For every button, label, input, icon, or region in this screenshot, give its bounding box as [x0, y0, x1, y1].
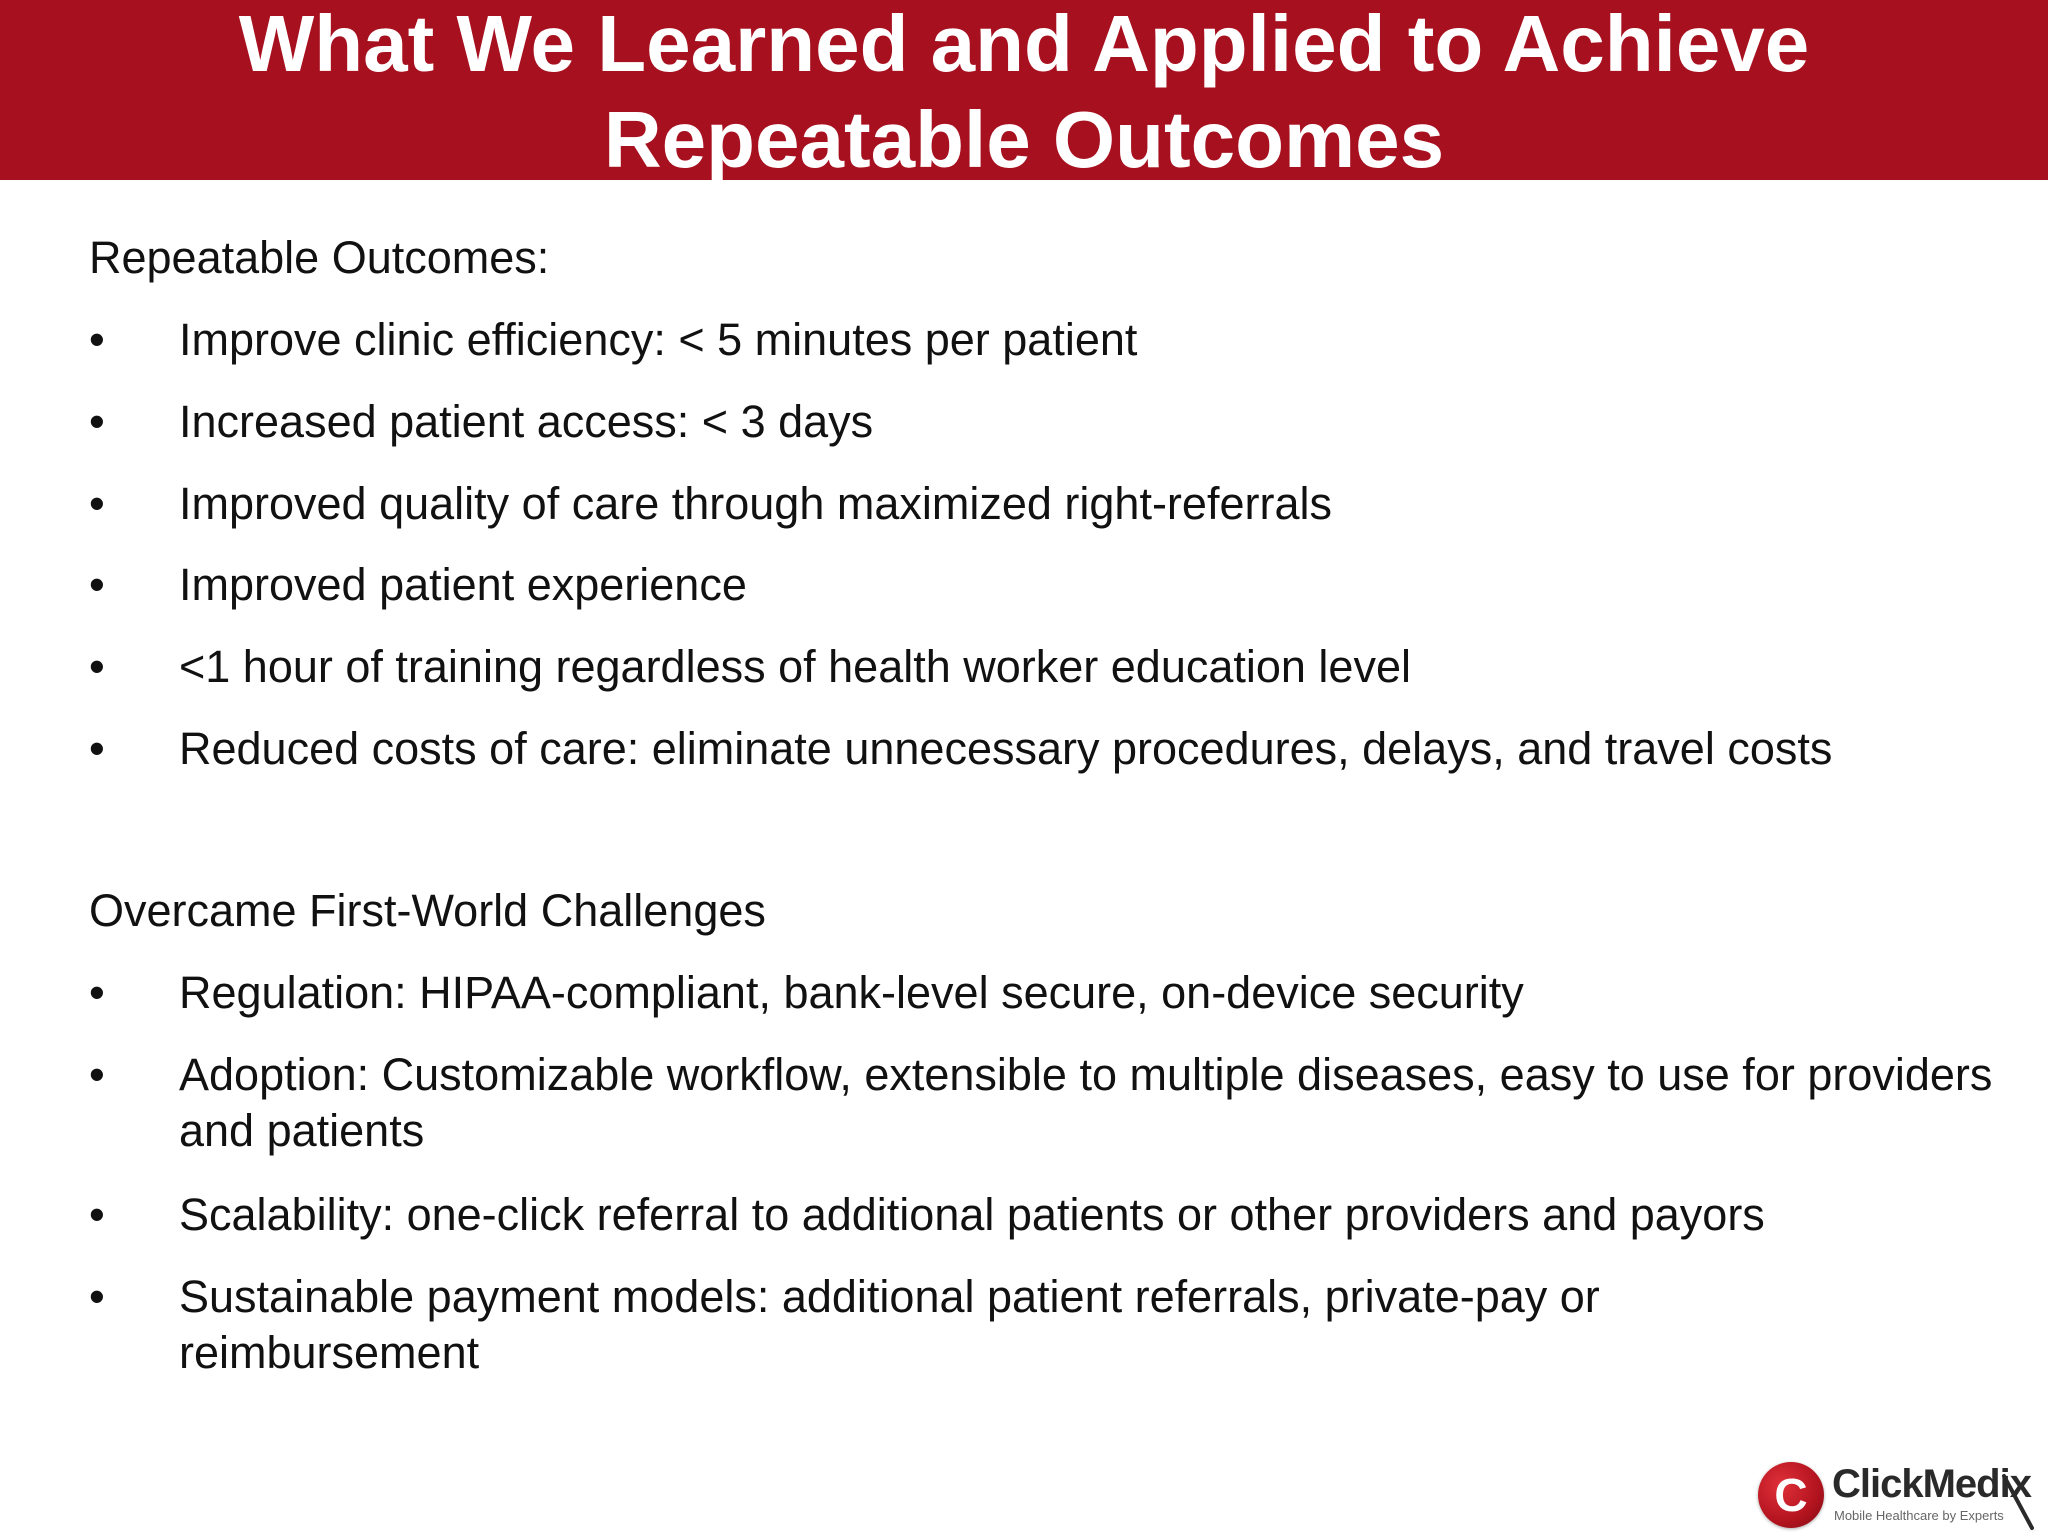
- section-heading-first-world-challenges: Overcame First-World Challenges: [89, 885, 766, 936]
- clickmedix-logo-icon: [1758, 1462, 1824, 1528]
- bullet-icon: •: [89, 1049, 105, 1100]
- title-bar: [0, 0, 2048, 184]
- bullet-icon: •: [89, 1271, 105, 1322]
- bullet-icon: •: [89, 1189, 105, 1240]
- bullet-icon: •: [89, 967, 105, 1018]
- bullet-icon: •: [89, 478, 105, 529]
- bullet-text: Increased patient access: < 3 days: [179, 396, 874, 447]
- bullet-text: Regulation: HIPAA-compliant, bank-level secure, on-device security: [179, 967, 1524, 1018]
- bullet-icon: •: [89, 396, 105, 447]
- slide-title-line-2: Repeatable Outcomes: [603, 95, 1445, 184]
- clickmedix-logo: [1754, 1458, 2036, 1532]
- bullet-text: Sustainable payment models: additional patient referrals, private-pay or reimbursement: [179, 1271, 1600, 1378]
- bullet-text: Adoption: Customizable workflow, extensible to multiple diseases, easy to use for providers and patients: [179, 1049, 1993, 1156]
- bullet-icon: •: [89, 314, 105, 365]
- bullet-text: Improve clinic efficiency: < 5 minutes per patient: [179, 314, 1138, 365]
- bullet-icon: •: [89, 559, 105, 610]
- bullet-text: <1 hour of training regardless of health worker education level: [179, 641, 1411, 692]
- logo-name: ClickMedix: [1832, 1462, 2031, 1506]
- bullet-icon: •: [89, 723, 105, 774]
- section-heading-repeatable-outcomes: Repeatable Outcomes:: [89, 232, 550, 283]
- logo-swoosh-icon: [2002, 1464, 2036, 1532]
- logo-tagline: Mobile Healthcare by Experts: [1834, 1508, 2004, 1523]
- bullet-text: Scalability: one-click referral to additional patients or other providers and payors: [179, 1189, 1765, 1240]
- bullet-text: Improved quality of care through maximized right-referrals: [179, 478, 1332, 529]
- bullet-text: Improved patient experience: [179, 559, 747, 610]
- bullet-text: Reduced costs of care: eliminate unnecessary procedures, delays, and travel costs: [179, 723, 1833, 774]
- slide-title-line-1: What We Learned and Applied to Achieve: [238, 0, 1810, 88]
- bullet-icon: •: [89, 641, 105, 692]
- logo-letter: C: [1774, 1469, 1808, 1521]
